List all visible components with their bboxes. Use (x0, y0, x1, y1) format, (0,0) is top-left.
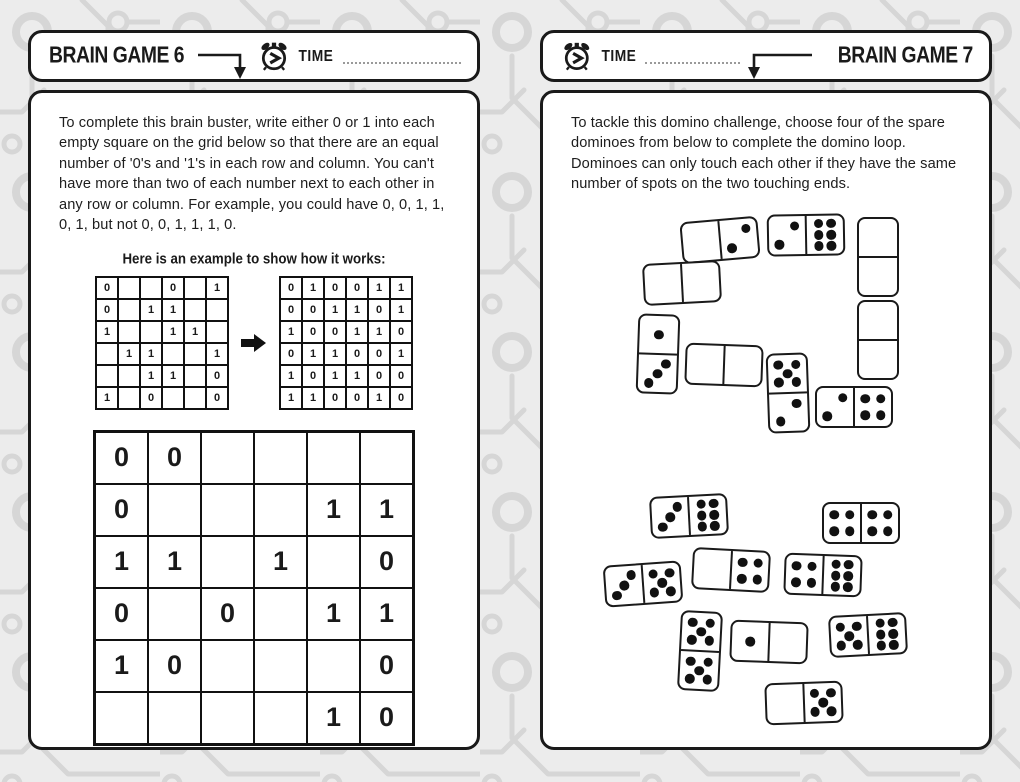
example-cell (184, 365, 206, 387)
domino-half-5 (681, 612, 721, 651)
domino-spot (686, 656, 696, 666)
example-solution-cell: 0 (368, 365, 390, 387)
right-page-title: BRAIN GAME 7 (837, 43, 973, 68)
domino-spot (836, 641, 846, 651)
domino-spot (807, 561, 817, 571)
domino-spot (845, 510, 855, 520)
example-solution-cell: 1 (346, 321, 368, 343)
left-page-content (28, 90, 480, 750)
domino-spot (727, 243, 737, 253)
domino-spot (703, 657, 713, 667)
domino-spot (829, 527, 839, 537)
left-page (28, 30, 480, 750)
example-cell (162, 387, 184, 409)
puzzle-cell[interactable] (254, 484, 307, 536)
example-solution-cell: 1 (324, 343, 346, 365)
domino-spot (876, 411, 886, 421)
example-cell: 1 (140, 299, 162, 321)
example-solution-cell: 0 (324, 321, 346, 343)
puzzle-cell[interactable] (148, 692, 201, 744)
domino-spot (791, 578, 801, 588)
domino-half-0 (859, 302, 897, 339)
domino-spot (876, 629, 886, 639)
domino-spot (853, 640, 863, 650)
example-cell: 1 (206, 343, 228, 365)
domino-spot (666, 586, 676, 596)
domino-half-6 (866, 614, 906, 654)
stopwatch-icon (561, 40, 593, 72)
example-solution-cell: 1 (280, 365, 302, 387)
domino-spot (791, 377, 801, 387)
spare-domino-0-5[interactable] (764, 681, 843, 726)
domino-spot (696, 499, 706, 509)
domino-spot (688, 617, 698, 627)
domino-spot (829, 510, 839, 520)
domino-spot (658, 522, 668, 532)
example-cell (184, 343, 206, 365)
domino-half-0 (859, 219, 897, 256)
puzzle-cell: 0 (95, 588, 148, 640)
domino-spot (710, 521, 720, 531)
domino-spot (619, 580, 629, 590)
domino-spot (657, 578, 667, 588)
example-cell: 1 (96, 321, 118, 343)
domino-spot (883, 510, 893, 520)
example-solution-cell: 0 (280, 299, 302, 321)
puzzle-cell: 0 (148, 432, 201, 484)
puzzle-cell: 1 (148, 536, 201, 588)
loop-domino-0-0 (857, 217, 899, 297)
example-solution-cell: 1 (368, 321, 390, 343)
domino-half-0 (859, 339, 897, 378)
spare-domino-4-4[interactable] (822, 502, 900, 544)
right-page-header (540, 30, 992, 82)
domino-spot (774, 378, 784, 388)
puzzle-cell[interactable] (254, 692, 307, 744)
puzzle-cell: 1 (360, 588, 413, 640)
domino-spot (860, 411, 870, 421)
domino-half-0 (766, 684, 803, 723)
domino-half-5 (802, 683, 841, 722)
domino-spot (876, 394, 886, 404)
domino-spot (810, 707, 820, 717)
domino-half-0 (644, 264, 682, 304)
time-field[interactable] (645, 48, 740, 64)
puzzle-cell[interactable] (307, 536, 360, 588)
example-cell (184, 387, 206, 409)
example-solution-cell: 1 (324, 299, 346, 321)
example-solution-cell: 0 (390, 365, 412, 387)
domino-spot (752, 575, 762, 585)
domino-spot (665, 512, 675, 522)
domino-half-5 (830, 616, 868, 656)
domino-half-0 (686, 345, 723, 384)
example-solution-cell: 1 (346, 299, 368, 321)
example-solution-cell: 0 (302, 321, 324, 343)
domino-spot (773, 360, 783, 370)
domino-half-2 (717, 218, 758, 259)
domino-spot (867, 527, 877, 537)
elbow-arrow-down-icon (196, 45, 258, 81)
example-solution-cell: 0 (368, 343, 390, 365)
example-cell (184, 299, 206, 321)
example-solution-cell: 1 (324, 365, 346, 387)
puzzle-cell[interactable] (201, 484, 254, 536)
puzzle-cell: 0 (201, 588, 254, 640)
spare-domino-5-6[interactable] (828, 612, 908, 658)
domino-spot (838, 393, 848, 403)
example-solution-cell: 0 (324, 277, 346, 299)
puzzle-cell: 0 (360, 692, 413, 744)
puzzle-cell: 1 (307, 692, 360, 744)
example-cell: 0 (162, 277, 184, 299)
spare-domino-0-4[interactable] (691, 547, 771, 593)
puzzle-cell: 0 (148, 640, 201, 692)
domino-half-1 (639, 315, 678, 353)
example-solution-cell: 1 (302, 277, 324, 299)
example-solution-cell: 1 (390, 299, 412, 321)
example-solution-cell: 0 (346, 387, 368, 409)
domino-spot (661, 359, 671, 369)
example-cell (96, 343, 118, 365)
example-cell: 0 (96, 277, 118, 299)
domino-half-4 (785, 555, 822, 594)
domino-half-5 (768, 354, 807, 392)
spare-domino-4-6[interactable] (783, 553, 862, 598)
domino-half-5 (679, 649, 719, 690)
right-instructions: To tackle this domino challenge, choose four of the spare dominoes from below to complete the domino loop. Dominoes can only touch each other if they have the same number of spots on the two touching ends. (571, 115, 957, 193)
puzzle-cell: 1 (95, 640, 148, 692)
domino-spot (644, 378, 654, 388)
spare-domino-1-0[interactable] (729, 620, 808, 665)
puzzle-cell: 1 (254, 536, 307, 588)
example-cell: 0 (206, 387, 228, 409)
example-cell (96, 365, 118, 387)
domino-spot (791, 561, 801, 571)
puzzle-cell: 1 (360, 484, 413, 536)
domino-spot (843, 571, 853, 581)
domino-spot (745, 636, 755, 646)
example-heading: Here is an example to show how it works: (122, 249, 386, 266)
puzzle-cell[interactable] (201, 640, 254, 692)
left-instructions: To complete this brain buster, write either 0 or 1 into each empty square on the grid below so that there are an equal number of '0's and '1's in each row and column. You can't have more than two of each number next to each other in any row or column. For example, you could have 0, 0, 1, 1, 0, 1, but not 0, 0, 1, 1, 1, 0. (59, 115, 445, 234)
domino-half-0 (680, 262, 720, 302)
example-solution-cell: 0 (390, 321, 412, 343)
example-cell: 1 (206, 277, 228, 299)
domino-half-0 (722, 346, 761, 385)
domino-spot (814, 241, 824, 251)
example-solution-cell: 1 (390, 277, 412, 299)
right-page-content (540, 90, 992, 750)
domino-spot (790, 221, 800, 231)
example-cell: 1 (162, 299, 184, 321)
domino-spot (702, 675, 712, 685)
domino-half-0 (767, 623, 806, 662)
puzzle-cell: 0 (95, 484, 148, 536)
example-cell: 0 (96, 299, 118, 321)
example-cell (140, 321, 162, 343)
puzzle-cell[interactable] (360, 432, 413, 484)
puzzle-cell: 0 (360, 640, 413, 692)
domino-loop-and-spares (543, 93, 992, 750)
example-cell: 1 (96, 387, 118, 409)
domino-half-4 (860, 504, 898, 542)
domino-spot (697, 521, 707, 531)
loop-domino-1-3 (636, 313, 681, 394)
example-solution-cell: 0 (302, 365, 324, 387)
example-cell: 0 (206, 365, 228, 387)
example-solution-cell: 0 (280, 343, 302, 365)
domino-spot (831, 560, 841, 570)
domino-spot (709, 510, 719, 520)
example-cell (206, 321, 228, 343)
example-row (53, 276, 455, 410)
example-solution-cell: 0 (324, 387, 346, 409)
domino-spot (705, 618, 715, 628)
domino-half-4 (729, 551, 769, 591)
example-cell: 1 (162, 321, 184, 343)
domino-spot (845, 527, 855, 537)
example-solution-cell: 1 (390, 343, 412, 365)
domino-spot (875, 618, 885, 628)
domino-spot (827, 706, 837, 716)
domino-spot (652, 369, 662, 379)
example-solution-cell: 0 (390, 387, 412, 409)
puzzle-cell[interactable] (254, 432, 307, 484)
example-solution-cell: 1 (346, 365, 368, 387)
domino-half-4 (853, 388, 891, 426)
domino-spot (626, 570, 636, 580)
domino-spot (814, 219, 824, 229)
stopwatch-icon (258, 40, 290, 72)
loop-domino-0-2 (679, 216, 760, 265)
example-grid (95, 276, 229, 410)
elbow-arrow-down-icon (740, 45, 814, 81)
example-solution-cell: 0 (346, 343, 368, 365)
example-solution-cell: 1 (280, 387, 302, 409)
right-arrow-icon (241, 331, 267, 355)
example-cell (162, 343, 184, 365)
domino-spot (826, 230, 836, 240)
loop-domino-0-0 (684, 343, 763, 388)
domino-spot (776, 417, 786, 427)
domino-half-1 (731, 622, 768, 661)
domino-spot (612, 591, 622, 601)
domino-spot (826, 241, 836, 251)
domino-half-2 (769, 216, 806, 255)
domino-spot (835, 622, 845, 632)
domino-spot (843, 582, 853, 592)
puzzle-cell[interactable] (148, 588, 201, 640)
domino-spot (809, 689, 819, 699)
domino-spot (753, 558, 763, 568)
puzzle-cell[interactable] (307, 432, 360, 484)
domino-spot (791, 359, 801, 369)
example-solution-cell: 1 (368, 277, 390, 299)
domino-half-3 (651, 497, 689, 537)
example-cell (140, 277, 162, 299)
domino-spot (818, 697, 828, 707)
domino-spot (831, 571, 841, 581)
domino-spot (807, 578, 817, 588)
puzzle-cell[interactable] (201, 692, 254, 744)
example-cell (118, 277, 140, 299)
puzzle-cell[interactable] (95, 692, 148, 744)
example-solution-cell: 0 (302, 299, 324, 321)
domino-spot (876, 640, 886, 650)
domino-half-2 (769, 391, 808, 431)
example-cell: 1 (140, 343, 162, 365)
example-cell (184, 277, 206, 299)
puzzle-cell: 1 (95, 536, 148, 588)
loop-domino-2-6 (767, 213, 846, 256)
time-label: TIME (601, 47, 636, 65)
domino-spot (687, 635, 697, 645)
example-cell: 1 (118, 343, 140, 365)
example-solution-grid (279, 276, 413, 410)
loop-domino-5-2 (766, 352, 811, 433)
example-cell (206, 299, 228, 321)
example-cell: 1 (140, 365, 162, 387)
domino-spot (648, 569, 658, 579)
puzzle-cell[interactable] (254, 588, 307, 640)
domino-half-6 (687, 495, 727, 535)
left-page-title: BRAIN GAME 6 (49, 43, 185, 68)
domino-spot (826, 219, 836, 229)
example-solution-cell: 0 (346, 277, 368, 299)
domino-spot (867, 510, 877, 520)
example-cell (118, 321, 140, 343)
example-solution-cell: 0 (368, 299, 390, 321)
domino-spot (654, 330, 664, 340)
right-page (540, 30, 992, 750)
domino-spot (860, 394, 870, 404)
domino-spot (697, 510, 707, 520)
domino-spot (844, 560, 854, 570)
domino-half-5 (641, 562, 682, 603)
domino-spot (741, 223, 751, 233)
domino-half-0 (681, 221, 720, 262)
puzzle-grid (93, 430, 415, 746)
domino-spot (822, 411, 832, 421)
loop-domino-0-0 (642, 260, 722, 306)
domino-half-0 (693, 549, 731, 589)
spare-domino-3-6[interactable] (649, 493, 729, 539)
domino-spot (888, 629, 898, 639)
spare-domino-3-5[interactable] (603, 560, 684, 607)
puzzle-cell[interactable] (148, 484, 201, 536)
puzzle-cell[interactable] (201, 536, 254, 588)
left-page-header (28, 30, 480, 82)
example-cell: 1 (184, 321, 206, 343)
domino-spot (852, 621, 862, 631)
domino-spot (696, 627, 706, 637)
puzzle-cell: 0 (360, 536, 413, 588)
example-solution-cell: 1 (302, 387, 324, 409)
domino-spot (664, 568, 674, 578)
time-field[interactable] (343, 48, 461, 64)
example-solution-cell: 1 (280, 321, 302, 343)
domino-half-0 (859, 256, 897, 295)
puzzle-cell[interactable] (201, 432, 254, 484)
domino-half-2 (817, 388, 853, 426)
example-cell: 1 (162, 365, 184, 387)
time-label: TIME (298, 47, 334, 65)
loop-domino-0-0 (857, 300, 899, 380)
puzzle-cell: 0 (95, 432, 148, 484)
domino-spot (774, 240, 784, 250)
domino-spot (831, 582, 841, 592)
domino-spot (792, 398, 802, 408)
example-solution-cell: 1 (302, 343, 324, 365)
domino-spot (694, 665, 704, 675)
example-solution-cell: 1 (368, 387, 390, 409)
example-cell: 0 (140, 387, 162, 409)
domino-spot (888, 618, 898, 628)
domino-spot (672, 502, 682, 512)
spare-domino-5-5[interactable] (677, 610, 723, 692)
domino-spot (782, 369, 792, 379)
domino-half-6 (821, 556, 860, 595)
puzzle-cell: 1 (307, 588, 360, 640)
loop-domino-2-4 (815, 386, 893, 428)
domino-spot (737, 574, 747, 584)
domino-spot (685, 674, 695, 684)
domino-half-4 (824, 504, 860, 542)
domino-spot (649, 587, 659, 597)
domino-half-3 (638, 352, 677, 392)
example-cell (118, 387, 140, 409)
puzzle-cell[interactable] (307, 640, 360, 692)
domino-spot (883, 527, 893, 537)
domino-half-3 (605, 565, 644, 605)
domino-spot (844, 631, 854, 641)
example-cell (118, 365, 140, 387)
example-cell (118, 299, 140, 321)
domino-spot (826, 688, 836, 698)
domino-spot (814, 230, 824, 240)
example-solution-cell: 0 (280, 277, 302, 299)
puzzle-cell[interactable] (254, 640, 307, 692)
domino-spot (889, 640, 899, 650)
domino-spot (738, 557, 748, 567)
puzzle-cell: 1 (307, 484, 360, 536)
domino-half-6 (805, 215, 844, 254)
domino-spot (709, 499, 719, 509)
domino-spot (704, 636, 714, 646)
